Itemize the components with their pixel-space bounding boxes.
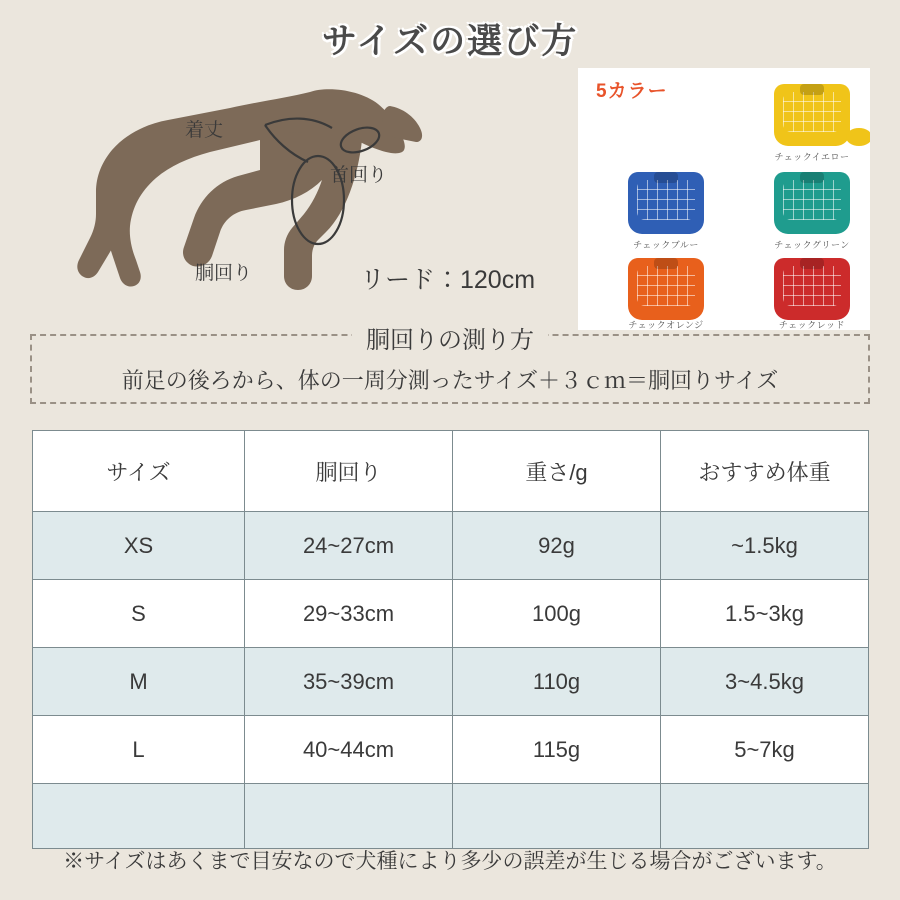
table-row [33,648,869,716]
table-cell-recommended [661,784,869,849]
table-cell-size: S [33,580,245,648]
table-header-cell: おすすめ体重 [661,431,869,512]
table-cell-size [33,784,245,849]
color-swatch-red [774,258,850,320]
table-cell-size: XS [33,512,245,580]
color-caption-red: チェックレッド [778,320,846,330]
page-title: サイズの選び方 [321,22,579,61]
color-count-heading: 5カラー [596,81,668,102]
footnote-text: ※サイズはあくまで目安なので犬種により多少の誤差が生じる場合がございます。 [63,850,837,873]
table-cell-weight: 110g [453,648,661,716]
table-row [33,716,869,784]
table-row-empty [33,784,869,849]
color-caption-orange: チェックオレンジ [628,320,704,330]
table-cell-weight: 92g [453,512,661,580]
color-swatch-yellow [774,84,850,146]
table-cell-size: L [33,716,245,784]
table-row [33,512,869,580]
table-cell-chest: 35~39cm [245,648,453,716]
measure-instruction-body: 前足の後ろから、体の一周分測ったサイズ＋３ｃｍ＝胴回りサイズ [121,368,779,393]
size-table [32,430,869,849]
table-header-cell: 重さ/g [453,431,661,512]
color-swatch-orange [628,258,704,320]
leash-accessory-icon [846,128,870,146]
table-header-cell: 胴回り [245,431,453,512]
table-cell-chest: 40~44cm [245,716,453,784]
measure-instruction-title [0,320,900,355]
table-header-cell: サイズ [33,431,245,512]
table-cell-chest: 24~27cm [245,512,453,580]
table-cell-weight: 115g [453,716,661,784]
table-cell-weight [453,784,661,849]
table-cell-recommended: 5~7kg [661,716,869,784]
table-cell-recommended: ~1.5kg [661,512,869,580]
table-row [33,580,869,648]
table-cell-recommended: 3~4.5kg [661,648,869,716]
dog-diagram [40,80,560,340]
label-neck-girth: 首回り [330,165,388,186]
color-swatch-green [774,172,850,234]
color-caption-yellow: チェックイエロー [774,152,850,162]
table-header-row [33,431,869,512]
lead-length-text: リード：120cm [360,266,536,294]
table-cell-chest: 29~33cm [245,580,453,648]
color-caption-blue: チェックブルー [633,240,699,250]
label-chest-girth: 胴回り [195,263,253,284]
measure-instruction-title-text: 胴回りの測り方 [352,327,548,354]
table-cell-recommended: 1.5~3kg [661,580,869,648]
table-cell-size: M [33,648,245,716]
color-variations-panel [578,68,870,330]
label-body-length: 着丈 [185,120,224,141]
table-cell-chest [245,784,453,849]
color-caption-green: チェックグリーン [774,240,850,250]
color-swatch-blue [628,172,704,234]
table-cell-weight: 100g [453,580,661,648]
